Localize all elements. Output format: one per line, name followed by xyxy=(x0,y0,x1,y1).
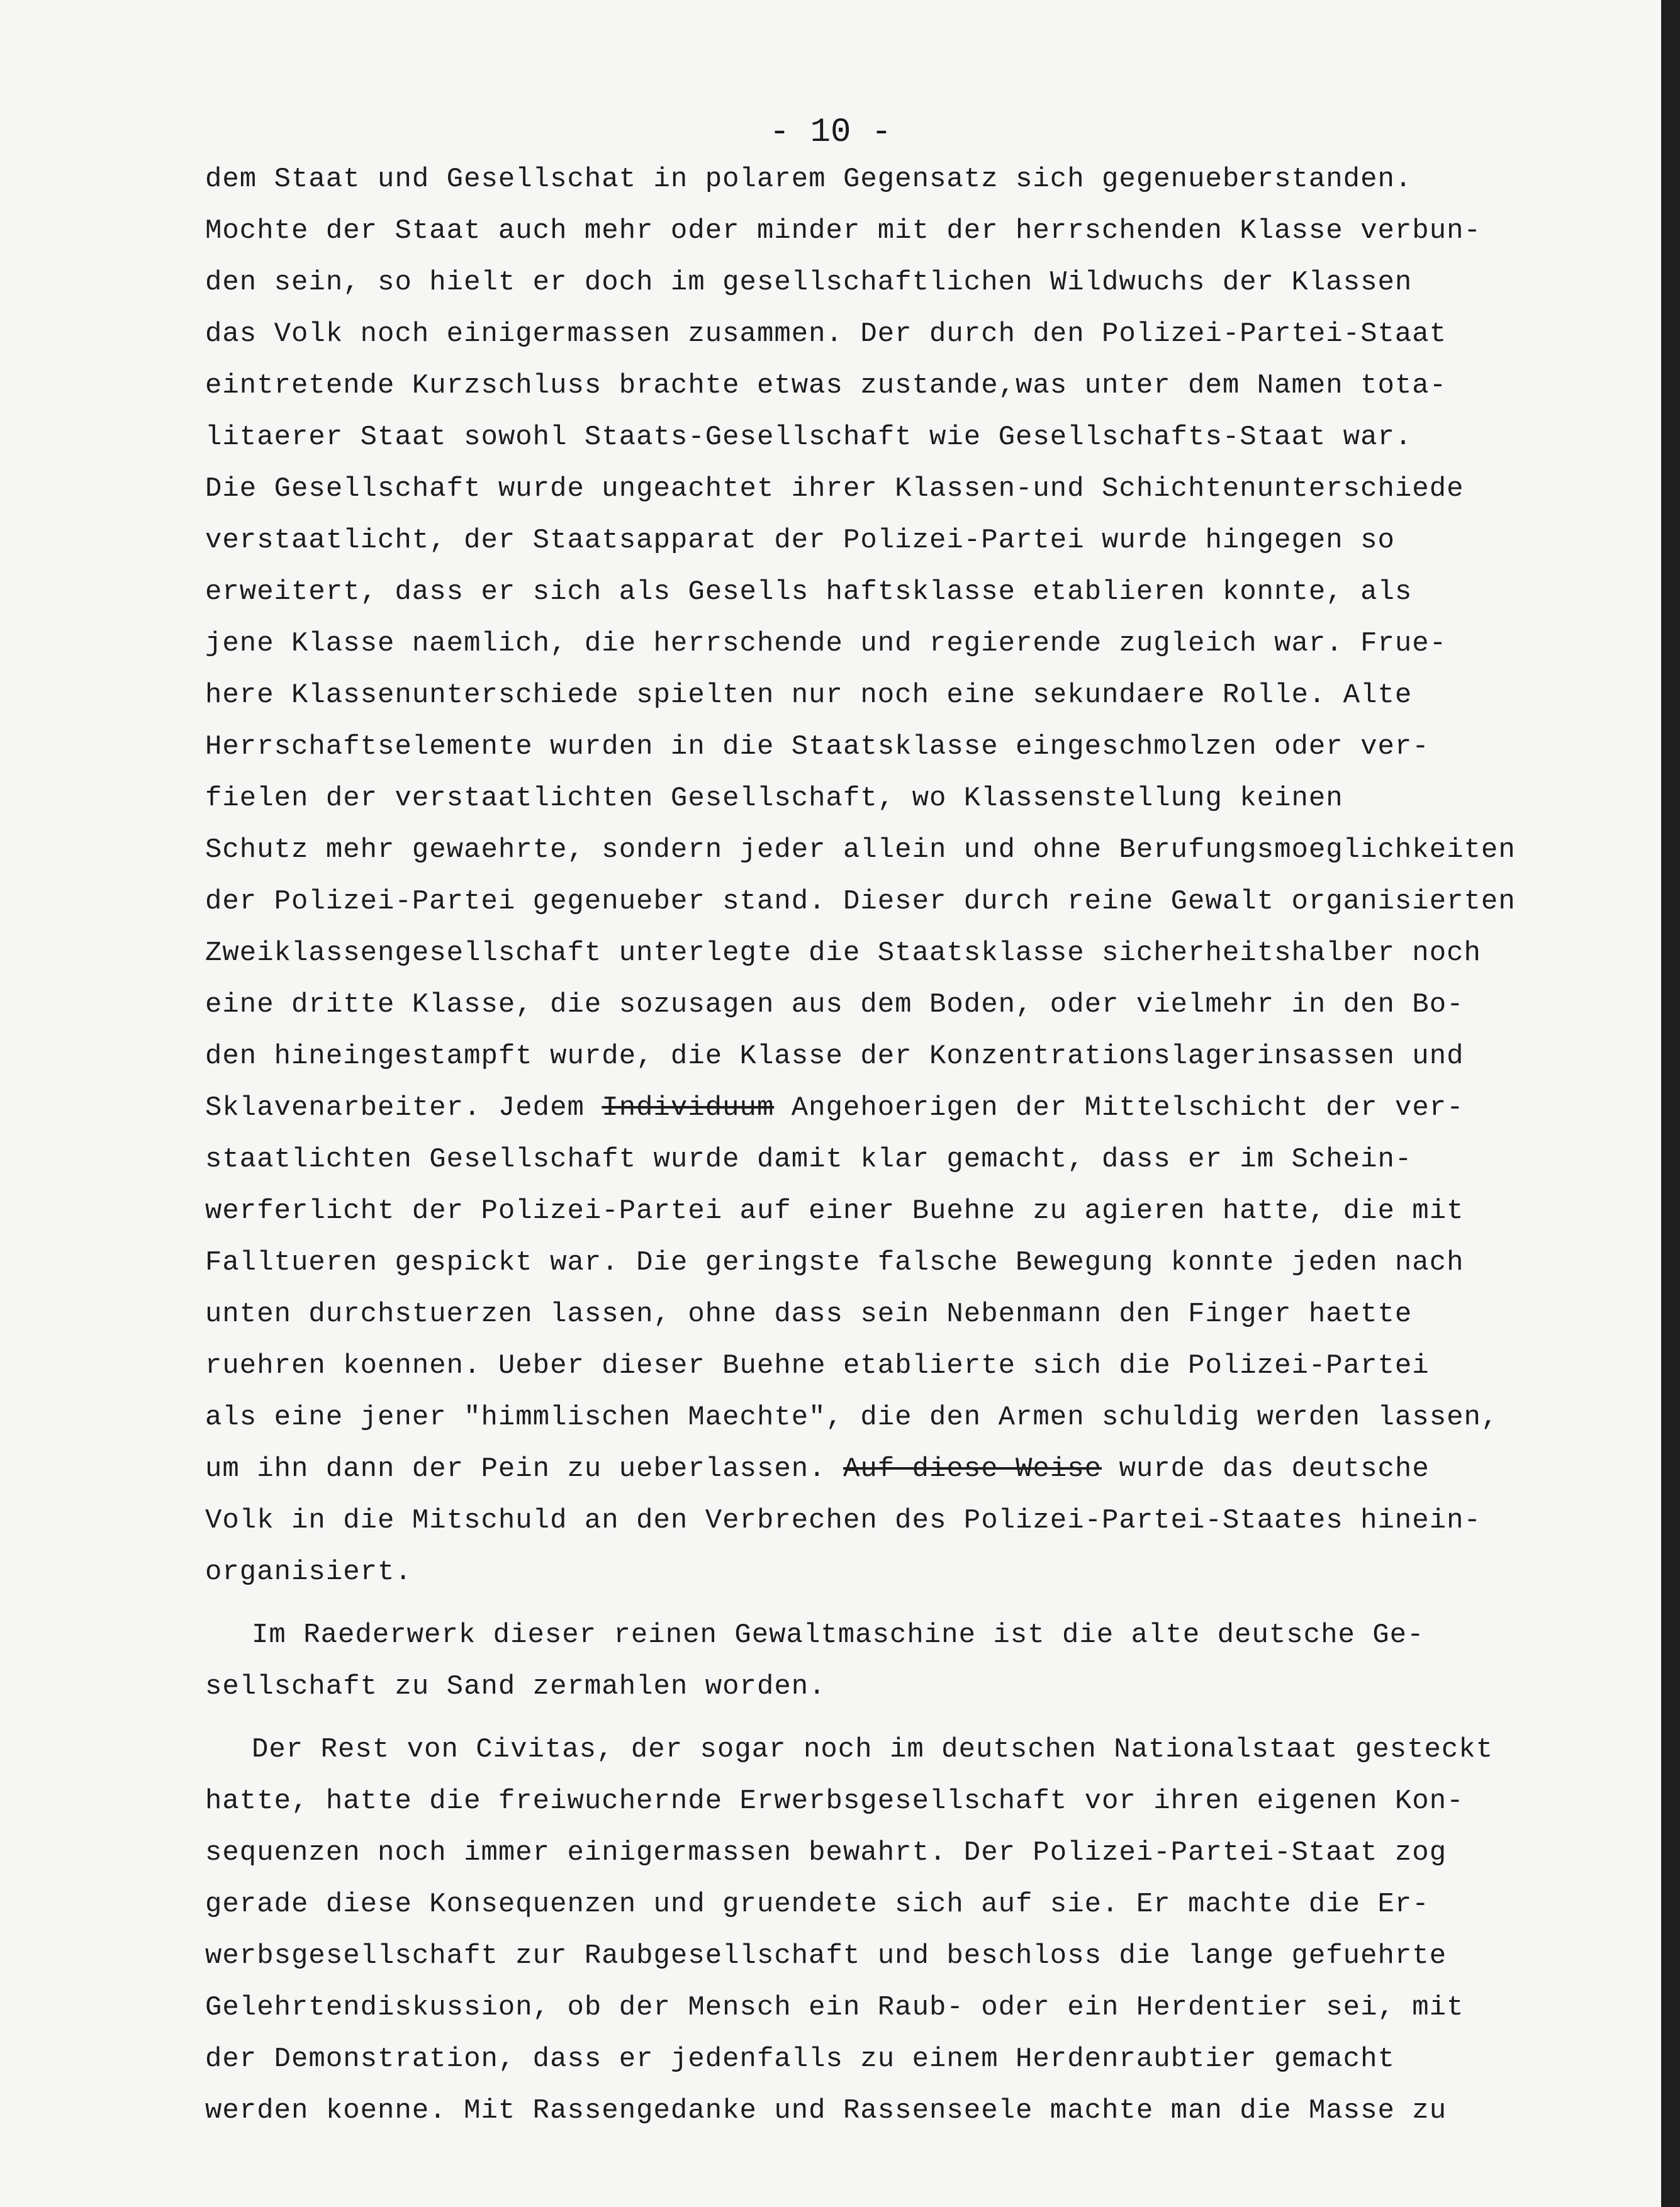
text-line: litaerer Staat sowohl Staats-Gesellschaft wie Gesellschafts-Staat war. xyxy=(205,422,1413,453)
text-line: eine dritte Klasse, die sozusagen aus dem Boden, oder vielmehr in den Bo- xyxy=(205,989,1464,1020)
struck-phrase: Auf diese Weise xyxy=(843,1453,1102,1485)
text-line: here Klassenunterschiede spielten nur noch eine sekundaere Rolle. Alte xyxy=(205,679,1413,711)
text-line: Zweiklassengesellschaft unterlegte die Staatsklasse sicherheitshalber noch xyxy=(205,937,1481,969)
text-line: Volk in die Mitschuld an den Verbrechen des Polizei-Partei-Staates hinein- xyxy=(205,1505,1481,1536)
text-line: Im Raederwerk dieser reinen Gewaltmaschine ist die alte deutsche Ge- xyxy=(252,1619,1425,1651)
page-number: - 10 - xyxy=(769,113,892,152)
text-line: werferlicht der Polizei-Partei auf einer Buehne zu agieren hatte, die mit xyxy=(205,1195,1464,1227)
text-line: als eine jener "himmlischen Maechte", die den Armen schuldig werden lassen, xyxy=(205,1402,1499,1433)
text-line: sellschaft zu Sand zermahlen worden. xyxy=(205,1671,826,1702)
text-line: ruehren koennen. Ueber dieser Buehne etablierte sich die Polizei-Partei xyxy=(205,1350,1430,1382)
text-line: jene Klasse naemlich, die herrschende und regierende zugleich war. Frue- xyxy=(205,628,1447,659)
text-line: Gelehrtendiskussion, ob der Mensch ein Raub- oder ein Herdentier sei, mit xyxy=(205,1992,1464,2023)
text-line: Schutz mehr gewaehrte, sondern jeder allein und ohne Berufungsmoeglichkeiten xyxy=(205,834,1516,866)
text-line: Die Gesellschaft wurde ungeachtet ihrer Klassen-und Schichtenunterschiede xyxy=(205,473,1464,505)
text-line: Falltueren gespickt war. Die geringste falsche Bewegung konnte jeden nach xyxy=(205,1247,1464,1278)
text-line: das Volk noch einigermassen zusammen. Der durch den Polizei-Partei-Staat xyxy=(205,318,1447,350)
text-line: Mochte der Staat auch mehr oder minder mit der herrschenden Klasse verbun- xyxy=(205,215,1481,247)
struck-word: Individuum xyxy=(602,1092,775,1124)
text-line: staatlichten Gesellschaft wurde damit klar gemacht, dass er im Schein- xyxy=(205,1144,1413,1175)
text-line: unten durchstuerzen lassen, ohne dass sein Nebenmann den Finger haette xyxy=(205,1299,1413,1330)
text-line: sequenzen noch immer einigermassen bewahrt. Der Polizei-Partei-Staat zog xyxy=(205,1837,1447,1869)
text-line: Herrschaftselemente wurden in die Staatsklasse eingeschmolzen oder ver- xyxy=(205,731,1430,763)
text-line: eintretende Kurzschluss brachte etwas zustande,was unter dem Namen tota- xyxy=(205,370,1447,401)
text-line: hatte, hatte die freiwuchernde Erwerbsgesellschaft vor ihren eigenen Kon- xyxy=(205,1785,1464,1817)
text-line: werbsgesellschaft zur Raubgesellschaft und beschloss die lange gefuehrte xyxy=(205,1940,1447,1972)
text-line: gerade diese Konsequenzen und gruendete sich auf sie. Er machte die Er- xyxy=(205,1889,1430,1920)
text-line: fielen der verstaatlichten Gesellschaft, wo Klassenstellung keinen xyxy=(205,783,1343,814)
text-line: dem Staat und Gesellschat in polarem Gegensatz sich gegenueberstanden. xyxy=(205,164,1413,195)
text-line: um ihn dann der Pein zu ueberlassen. Auf diese Weise wurde das deutsche xyxy=(205,1453,1430,1485)
text-line: der Demonstration, dass er jedenfalls zu einem Herdenraubtier gemacht xyxy=(205,2043,1395,2075)
text-line: den sein, so hielt er doch im gesellschaftlichen Wildwuchs der Klassen xyxy=(205,267,1413,298)
text-line: werden koenne. Mit Rassengedanke und Rassenseele machte man die Masse zu xyxy=(205,2095,1447,2126)
text-line: Der Rest von Civitas, der sogar noch im deutschen Nationalstaat gesteckt xyxy=(252,1734,1494,1765)
text-line: erweitert, dass er sich als Gesells haftsklasse etablieren konnte, als xyxy=(205,576,1413,608)
text-line: der Polizei-Partei gegenueber stand. Dieser durch reine Gewalt organisierten xyxy=(205,886,1516,917)
text-line: den hineingestampft wurde, die Klasse der Konzentrationslagerinsassen und xyxy=(205,1041,1464,1072)
text-line: Sklavenarbeiter. Jedem Individuum Angehoerigen der Mittelschicht der ver- xyxy=(205,1092,1464,1124)
text-line: organisiert. xyxy=(205,1556,412,1588)
scan-border xyxy=(1661,0,1680,2207)
text-line: verstaatlicht, der Staatsapparat der Polizei-Partei wurde hingegen so xyxy=(205,525,1395,556)
